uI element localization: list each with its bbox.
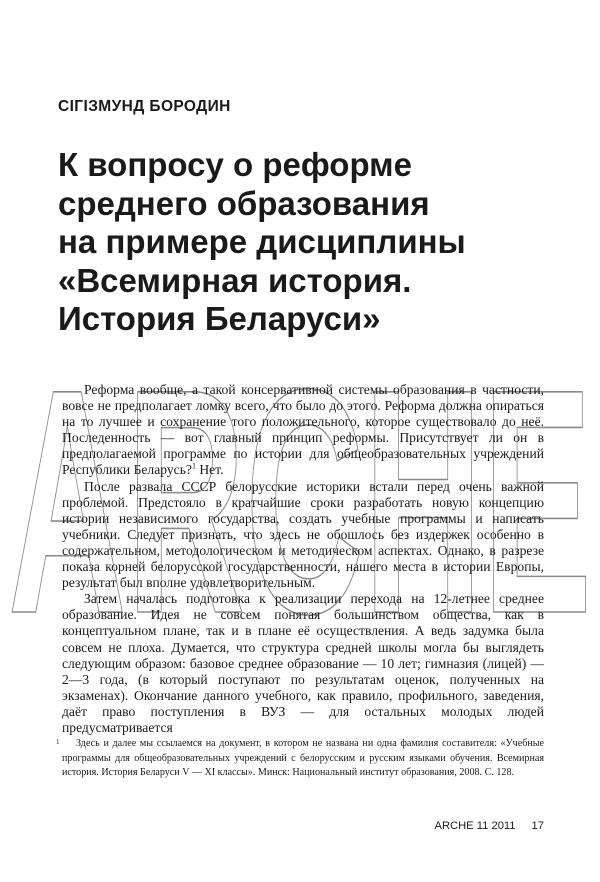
author-name: СІГІЗМУНД БОРОДИН (58, 98, 231, 115)
title-line: К вопросу о реформе (58, 146, 412, 183)
footnote-text: Здесь и далее мы ссылаемся на документ, в котором не названа ни одна фамилия составителя: «Учебные программы для общеобразовательных учреждений с белорусским и русским языками обучения. Всемирная история. История Беларуси V — XI классы». Минск: Национальный институт образования, 2008. С. 128. (62, 738, 544, 779)
footnote (56, 737, 544, 781)
article-title (58, 146, 558, 339)
paragraph-text: Нет. (195, 462, 224, 478)
title-line: среднего образования (58, 184, 430, 222)
title-line: на примере дисциплины (58, 223, 466, 260)
title-line: История Беларуси» (58, 300, 381, 337)
body-paragraph: После развала СССР белорусские историки встали перед очень важной проблемой. Предстояло в кратчайшие сроки разработать новую концепцию истории независимого государства, создать учебные программы и написать учебники. Следует признать, что здесь не обошлось без издержек особенно в содержательном, методологическом и методическом аспектах. Однако, в разрезе показа корней белорусской государственности, нашего места в истории Европы, результат был вполне удовлетворительным. (62, 478, 544, 591)
footnote-reference[interactable]: 1 (191, 461, 196, 471)
title-line: «Всемирная история. (58, 261, 412, 299)
article-body (62, 382, 544, 736)
page-number: 17 (531, 820, 544, 832)
footnote-mark: 1 (56, 738, 60, 746)
body-paragraph: Затем началась подготовка к реализации перехода на 12-летнее среднее образование. Идея не совсем понятая большинством общества, как в концептуальном плане, так и в плане её осуществления. А ведь задумка была совсем не плоха. Думается, что структура средней школы могла бы выглядеть следующим образом: базовое среднее образование — 10 лет; гимназия (лицей) — 2—3 года, (в который поступают по результатам оценок, полученных на экзаменах). Окончание данного учебного, как правило, профильного, заведения, даёт право поступления в ВУЗ — для остальных молодых людей предусматривается (62, 591, 544, 735)
paragraph-text: Реформа вообще, а такой консервативной системы образования в частности, вовсе не предполагает ломку всего, что было до этого. Реформа должна опираться на то лучшее и сохранение того положительного, которое существовало до неё. Последенность — вот главный принцип реформы. Присутствует ли он в предполагаемой программе по истории для общеобразовательных учреждений Республики Беларусь? (62, 382, 544, 478)
magazine-issue: ARCHE 11 2011 (434, 820, 516, 832)
page-footer (0, 820, 544, 832)
svg-text:ARCHE: ARCHE (8, 322, 592, 680)
body-paragraph (62, 382, 544, 479)
